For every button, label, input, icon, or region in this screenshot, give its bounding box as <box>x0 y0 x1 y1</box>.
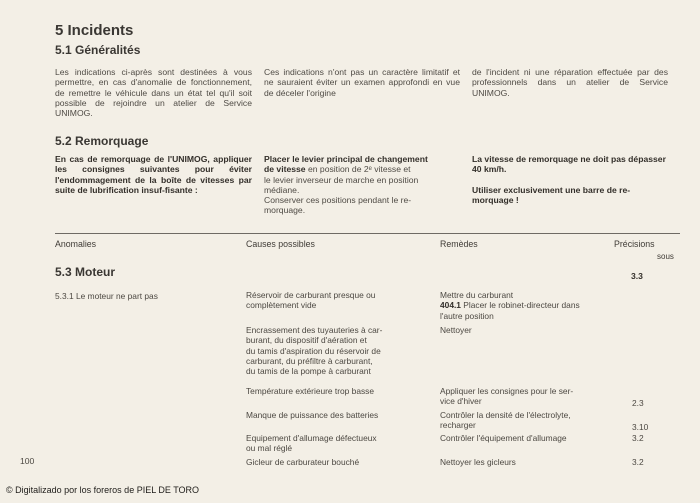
anomaly-label: 5.3.1 Le moteur ne part pas <box>55 291 158 301</box>
table-top-rule <box>55 233 680 234</box>
remedy-line: Appliquer les consignes pour le ser- <box>440 386 574 396</box>
remorquage-col3-p2: Utiliser exclusivement une barre de re-morquage ! <box>472 184 631 205</box>
table-row-cause <box>246 325 382 376</box>
table-row-ref: 3.2 <box>632 457 644 467</box>
remedy-ref-bold: 404.1 <box>440 300 461 311</box>
remorquage-col2-line: médiane. <box>264 184 300 195</box>
remedy-line: Nettoyer <box>440 325 472 335</box>
page-number: 100 <box>20 456 35 466</box>
table-row-remedy <box>440 386 573 407</box>
remorquage-col2-line: morquage. <box>264 205 306 216</box>
moteur-ref: 3.3 <box>631 271 643 281</box>
table-row-ref: 3.2 <box>632 433 644 443</box>
footer-credit: © Digitalizado por los foreros de PIEL DE TORO <box>6 485 200 495</box>
cause-line: Encrassement des tuyauteries à car- <box>246 325 383 335</box>
header-precisions: Précisions <box>614 239 655 249</box>
cause-line: Gicleur de carburateur bouché <box>246 457 360 467</box>
cause-line: Manque de puissance des batteries <box>246 410 379 420</box>
table-row-ref: 3.10 <box>632 422 649 432</box>
remedy-line <box>440 300 580 310</box>
generalites-title: 5.1 Généralités <box>55 43 141 57</box>
table-row-remedy <box>440 325 472 335</box>
remorquage-col2-bold: de vitesse <box>264 164 306 175</box>
remedy-line: Mettre du carburant <box>440 290 514 300</box>
header-remedes: Remèdes <box>440 239 478 249</box>
cause-line: du tamis d'aspiration du réservoir de <box>246 345 381 356</box>
remorquage-col2-line: Placer le levier principal de changement <box>264 154 428 164</box>
table-row-cause <box>246 386 374 396</box>
remedy-rest: Placer le robinet-directeur dans <box>460 300 580 311</box>
table-row-ref: 2.3 <box>632 398 644 408</box>
moteur-title: 5.3 Moteur <box>55 265 116 279</box>
cause-line: complètement vide <box>246 300 317 311</box>
remedy-line: Contrôler l'équipement d'allumage <box>440 433 567 443</box>
remorquage-col2-line: Conserver ces positions pendant le re- <box>264 195 412 206</box>
cause-line: Equipement d'allumage défectueux <box>246 433 377 443</box>
remedy-line: Nettoyer les gicleurs <box>440 457 516 467</box>
section-title: 5 Incidents <box>55 22 134 39</box>
remorquage-col2 <box>264 154 464 216</box>
table-row-remedy <box>440 433 567 443</box>
header-anomalies: Anomalies <box>55 239 97 249</box>
cause-line: Réservoir de carburant presque ou <box>246 290 376 300</box>
cause-line: du tamis de la pompe à carburant <box>246 366 371 377</box>
remedy-line: vice d'hiver <box>440 396 482 407</box>
generalites-col3: de l'incident ni une réparation effectuée par des professionnels dans un atelier de Service UNIMOG. <box>472 67 668 98</box>
table-row-cause <box>246 433 377 454</box>
cause-line: ou mal réglé <box>246 443 293 454</box>
table-row-cause <box>246 410 378 420</box>
table-row-remedy <box>440 410 571 431</box>
header-precisions-sous: sous <box>657 252 674 261</box>
generalites-col1: Les indications ci-après sont destinées à vous permettre, en cas d'anomalie de fonctionnement, de remettre le véhicule dans un état tel qu'il soit possible de rejoindre un atelier de Service UNIMOG. <box>55 67 252 119</box>
cause-line: carburant, du préfiltre à carburant, <box>246 355 373 366</box>
cause-line: Température extérieure trop basse <box>246 386 375 396</box>
remedy-line: recharger <box>440 420 476 431</box>
remorquage-col3-p1: La vitesse de remorquage ne doit pas dépasser 40 km/h. <box>472 154 666 175</box>
remedy-line: l'autre position <box>440 310 494 321</box>
table-row-cause <box>246 290 375 311</box>
remedy-line: Contrôler la densité de l'électrolyte, <box>440 410 571 420</box>
table-row-cause <box>246 457 359 467</box>
table-row-remedy <box>440 457 516 467</box>
cause-line: burant, du dispositif d'aération et <box>246 335 367 346</box>
remorquage-col2-line: le levier inverseur de marche en position <box>264 174 419 185</box>
remorquage-col3 <box>472 154 668 205</box>
remorquage-col2-rest: en position de 2ᵉ vitesse et <box>305 164 411 175</box>
remorquage-col2-line <box>264 164 464 174</box>
remorquage-col1: En cas de remorquage de l'UNIMOG, appliquer les consignes suivantes pour éviter l'endommagement de la boîte de vitesses par suite de lubrification insuf-fisante : <box>55 154 252 195</box>
table-row-remedy <box>440 290 580 321</box>
generalites-col2: Ces indications n'ont pas un caractère limitatif et ne sauraient éviter un examen approfondi en vue de déceler l'origine <box>264 67 460 98</box>
header-causes: Causes possibles <box>246 239 315 249</box>
remorquage-title: 5.2 Remorquage <box>55 134 149 148</box>
